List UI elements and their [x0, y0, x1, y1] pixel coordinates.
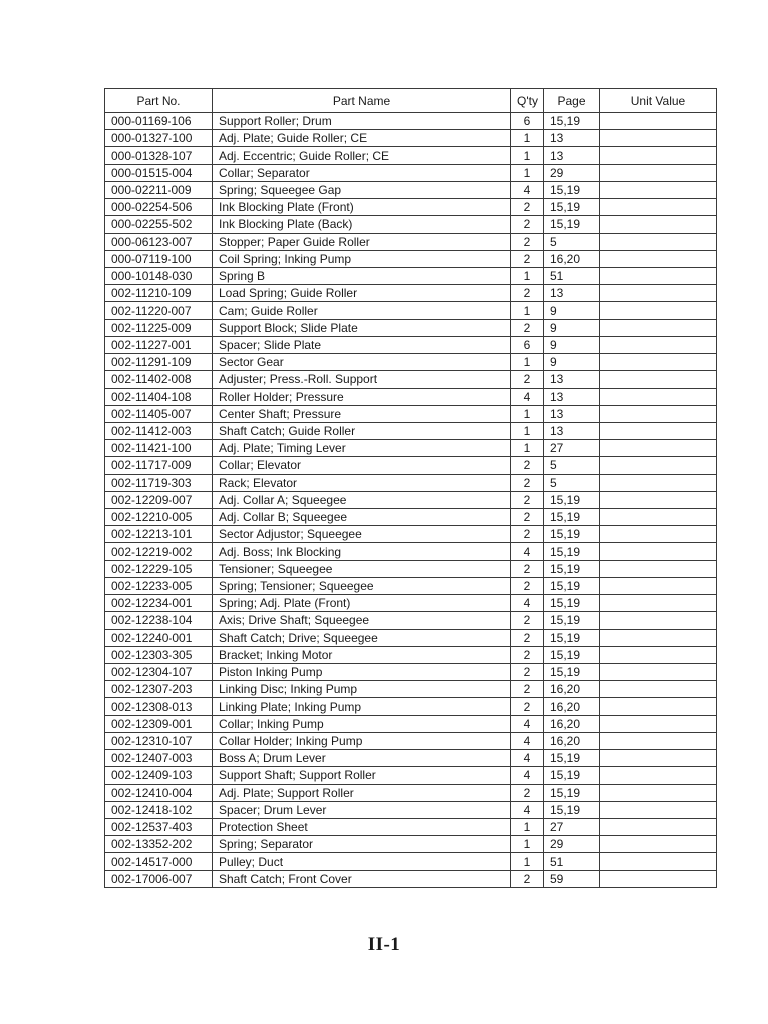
cell-page: 13 — [544, 422, 600, 439]
cell-unit-value — [600, 130, 717, 147]
cell-part-name: Adj. Collar A; Squeegee — [213, 491, 511, 508]
cell-unit-value — [600, 440, 717, 457]
table-row — [105, 543, 717, 560]
cell-page: 15,19 — [544, 646, 600, 663]
table-row — [105, 491, 717, 508]
cell-qty: 1 — [511, 147, 544, 164]
table-row — [105, 440, 717, 457]
table-row — [105, 388, 717, 405]
header-row — [105, 89, 717, 113]
table-row — [105, 509, 717, 526]
cell-unit-value — [600, 732, 717, 749]
cell-page: 15,19 — [544, 543, 600, 560]
cell-part-no: 000-02254-506 — [105, 199, 213, 216]
cell-page: 29 — [544, 836, 600, 853]
cell-unit-value — [600, 664, 717, 681]
table-row — [105, 405, 717, 422]
cell-part-no: 002-12410-004 — [105, 784, 213, 801]
cell-page: 16,20 — [544, 715, 600, 732]
cell-part-name: Support Block; Slide Plate — [213, 319, 511, 336]
cell-part-no: 002-12234-001 — [105, 595, 213, 612]
cell-qty: 4 — [511, 801, 544, 818]
cell-unit-value — [600, 801, 717, 818]
cell-qty: 2 — [511, 371, 544, 388]
cell-part-name: Collar Holder; Inking Pump — [213, 732, 511, 749]
cell-qty: 2 — [511, 681, 544, 698]
cell-unit-value — [600, 216, 717, 233]
cell-part-no: 002-13352-202 — [105, 836, 213, 853]
cell-page: 15,19 — [544, 199, 600, 216]
cell-page: 13 — [544, 371, 600, 388]
cell-page: 15,19 — [544, 801, 600, 818]
cell-qty: 1 — [511, 853, 544, 870]
table-row — [105, 646, 717, 663]
table-row — [105, 577, 717, 594]
cell-qty: 1 — [511, 354, 544, 371]
cell-page: 15,19 — [544, 509, 600, 526]
cell-part-name: Pulley; Duct — [213, 853, 511, 870]
cell-page: 15,19 — [544, 750, 600, 767]
cell-unit-value — [600, 267, 717, 284]
cell-part-name: Adj. Boss; Ink Blocking — [213, 543, 511, 560]
cell-qty: 1 — [511, 422, 544, 439]
cell-page: 5 — [544, 474, 600, 491]
cell-qty: 4 — [511, 750, 544, 767]
cell-qty: 1 — [511, 164, 544, 181]
cell-page: 15,19 — [544, 784, 600, 801]
cell-part-no: 002-14517-000 — [105, 853, 213, 870]
cell-qty: 1 — [511, 440, 544, 457]
cell-part-no: 002-11717-009 — [105, 457, 213, 474]
cell-qty: 4 — [511, 767, 544, 784]
cell-unit-value — [600, 457, 717, 474]
cell-part-name: Load Spring; Guide Roller — [213, 285, 511, 302]
cell-page: 15,19 — [544, 560, 600, 577]
cell-page: 27 — [544, 440, 600, 457]
cell-part-no: 002-11210-109 — [105, 285, 213, 302]
cell-page: 13 — [544, 130, 600, 147]
cell-page: 13 — [544, 405, 600, 422]
cell-part-name: Bracket; Inking Motor — [213, 646, 511, 663]
page-number: II-1 — [367, 934, 401, 955]
cell-unit-value — [600, 715, 717, 732]
cell-part-name: Linking Disc; Inking Pump — [213, 681, 511, 698]
table-body — [105, 113, 717, 888]
cell-page: 5 — [544, 457, 600, 474]
cell-unit-value — [600, 147, 717, 164]
table-row — [105, 664, 717, 681]
cell-page: 15,19 — [544, 491, 600, 508]
cell-qty: 2 — [511, 509, 544, 526]
cell-part-no: 002-11404-108 — [105, 388, 213, 405]
cell-unit-value — [600, 319, 717, 336]
cell-part-name: Coil Spring; Inking Pump — [213, 250, 511, 267]
cell-qty: 1 — [511, 836, 544, 853]
cell-part-name: Sector Adjustor; Squeegee — [213, 526, 511, 543]
table-row — [105, 681, 717, 698]
cell-page: 15,19 — [544, 216, 600, 233]
cell-part-no: 002-12310-107 — [105, 732, 213, 749]
cell-qty: 2 — [511, 250, 544, 267]
cell-unit-value — [600, 750, 717, 767]
table-row — [105, 560, 717, 577]
cell-unit-value — [600, 629, 717, 646]
cell-part-no: 002-12537-403 — [105, 818, 213, 835]
cell-part-no: 002-11412-003 — [105, 422, 213, 439]
header-qty: Q'ty — [511, 89, 544, 113]
cell-part-name: Ink Blocking Plate (Back) — [213, 216, 511, 233]
table-row — [105, 181, 717, 198]
cell-part-no: 002-12304-107 — [105, 664, 213, 681]
cell-part-name: Collar; Separator — [213, 164, 511, 181]
cell-unit-value — [600, 302, 717, 319]
cell-qty: 1 — [511, 267, 544, 284]
cell-unit-value — [600, 285, 717, 302]
table-row — [105, 836, 717, 853]
cell-unit-value — [600, 422, 717, 439]
cell-page: 15,19 — [544, 767, 600, 784]
cell-unit-value — [600, 612, 717, 629]
cell-qty: 4 — [511, 595, 544, 612]
table-row — [105, 474, 717, 491]
table-row — [105, 715, 717, 732]
table-row — [105, 457, 717, 474]
cell-part-no: 002-11421-100 — [105, 440, 213, 457]
cell-qty: 6 — [511, 113, 544, 130]
cell-part-no: 002-11220-007 — [105, 302, 213, 319]
cell-unit-value — [600, 491, 717, 508]
cell-part-name: Stopper; Paper Guide Roller — [213, 233, 511, 250]
cell-page: 16,20 — [544, 732, 600, 749]
cell-qty: 2 — [511, 285, 544, 302]
cell-part-no: 002-11405-007 — [105, 405, 213, 422]
cell-unit-value — [600, 698, 717, 715]
cell-part-name: Axis; Drive Shaft; Squeegee — [213, 612, 511, 629]
cell-qty: 2 — [511, 629, 544, 646]
cell-qty: 2 — [511, 216, 544, 233]
cell-unit-value — [600, 250, 717, 267]
cell-part-no: 000-02255-502 — [105, 216, 213, 233]
table-row — [105, 371, 717, 388]
table-row — [105, 285, 717, 302]
cell-page: 27 — [544, 818, 600, 835]
cell-part-no: 002-12240-001 — [105, 629, 213, 646]
cell-qty: 2 — [511, 526, 544, 543]
cell-part-no: 002-12210-005 — [105, 509, 213, 526]
cell-part-name: Roller Holder; Pressure — [213, 388, 511, 405]
cell-unit-value — [600, 164, 717, 181]
cell-unit-value — [600, 354, 717, 371]
table-row — [105, 818, 717, 835]
cell-page: 15,19 — [544, 113, 600, 130]
parts-list-table — [104, 88, 717, 888]
cell-page: 51 — [544, 853, 600, 870]
table-row — [105, 267, 717, 284]
cell-part-name: Tensioner; Squeegee — [213, 560, 511, 577]
table-row — [105, 422, 717, 439]
table-row — [105, 164, 717, 181]
table-row — [105, 750, 717, 767]
cell-qty: 4 — [511, 732, 544, 749]
table-row — [105, 302, 717, 319]
cell-part-name: Shaft Catch; Guide Roller — [213, 422, 511, 439]
table-row — [105, 732, 717, 749]
table-row — [105, 233, 717, 250]
cell-qty: 4 — [511, 181, 544, 198]
cell-unit-value — [600, 836, 717, 853]
table-row — [105, 595, 717, 612]
cell-qty: 2 — [511, 199, 544, 216]
cell-part-no: 000-07119-100 — [105, 250, 213, 267]
cell-part-no: 002-12309-001 — [105, 715, 213, 732]
table-row — [105, 130, 717, 147]
cell-page: 15,19 — [544, 595, 600, 612]
table-header — [105, 89, 717, 113]
cell-unit-value — [600, 646, 717, 663]
cell-part-name: Spring; Adj. Plate (Front) — [213, 595, 511, 612]
cell-page: 13 — [544, 147, 600, 164]
cell-part-name: Linking Plate; Inking Pump — [213, 698, 511, 715]
cell-page: 15,19 — [544, 577, 600, 594]
cell-part-no: 000-01169-106 — [105, 113, 213, 130]
cell-page: 16,20 — [544, 681, 600, 698]
cell-qty: 1 — [511, 818, 544, 835]
header-part-name: Part Name — [213, 89, 511, 113]
cell-qty: 2 — [511, 457, 544, 474]
cell-qty: 1 — [511, 302, 544, 319]
table-row — [105, 250, 717, 267]
cell-qty: 2 — [511, 870, 544, 887]
cell-part-no: 002-12238-104 — [105, 612, 213, 629]
cell-part-no: 002-11719-303 — [105, 474, 213, 491]
cell-qty: 4 — [511, 715, 544, 732]
cell-qty: 6 — [511, 336, 544, 353]
cell-part-no: 000-02211-009 — [105, 181, 213, 198]
table-row — [105, 199, 717, 216]
table-row — [105, 629, 717, 646]
cell-qty: 2 — [511, 474, 544, 491]
cell-part-no: 002-12418-102 — [105, 801, 213, 818]
cell-page: 29 — [544, 164, 600, 181]
cell-unit-value — [600, 543, 717, 560]
cell-part-no: 002-11402-008 — [105, 371, 213, 388]
cell-page: 9 — [544, 336, 600, 353]
cell-page: 13 — [544, 388, 600, 405]
cell-part-name: Sector Gear — [213, 354, 511, 371]
cell-qty: 2 — [511, 664, 544, 681]
cell-part-name: Adj. Plate; Guide Roller; CE — [213, 130, 511, 147]
cell-part-name: Spacer; Slide Plate — [213, 336, 511, 353]
cell-unit-value — [600, 509, 717, 526]
cell-qty: 2 — [511, 698, 544, 715]
cell-qty: 2 — [511, 612, 544, 629]
cell-unit-value — [600, 388, 717, 405]
cell-page: 15,19 — [544, 612, 600, 629]
table-row — [105, 698, 717, 715]
cell-unit-value — [600, 870, 717, 887]
cell-part-no: 002-12307-203 — [105, 681, 213, 698]
cell-unit-value — [600, 818, 717, 835]
cell-qty: 2 — [511, 319, 544, 336]
cell-part-name: Spacer; Drum Lever — [213, 801, 511, 818]
cell-unit-value — [600, 784, 717, 801]
header-page: Page — [544, 89, 600, 113]
cell-part-name: Rack; Elevator — [213, 474, 511, 491]
cell-unit-value — [600, 526, 717, 543]
table-row — [105, 354, 717, 371]
cell-page: 5 — [544, 233, 600, 250]
cell-page: 15,19 — [544, 181, 600, 198]
cell-part-name: Piston Inking Pump — [213, 664, 511, 681]
cell-qty: 1 — [511, 130, 544, 147]
cell-qty: 2 — [511, 784, 544, 801]
cell-part-no: 000-06123-007 — [105, 233, 213, 250]
cell-unit-value — [600, 560, 717, 577]
cell-part-name: Adj. Plate; Support Roller — [213, 784, 511, 801]
cell-part-name: Ink Blocking Plate (Front) — [213, 199, 511, 216]
table-row — [105, 612, 717, 629]
cell-page: 9 — [544, 319, 600, 336]
cell-unit-value — [600, 199, 717, 216]
cell-unit-value — [600, 181, 717, 198]
cell-part-no: 002-12209-007 — [105, 491, 213, 508]
cell-page: 15,19 — [544, 629, 600, 646]
cell-page: 16,20 — [544, 250, 600, 267]
cell-page: 9 — [544, 302, 600, 319]
cell-part-name: Collar; Inking Pump — [213, 715, 511, 732]
cell-part-name: Boss A; Drum Lever — [213, 750, 511, 767]
cell-unit-value — [600, 336, 717, 353]
cell-part-name: Adjuster; Press.-Roll. Support — [213, 371, 511, 388]
cell-part-name: Adj. Eccentric; Guide Roller; CE — [213, 147, 511, 164]
table-row — [105, 526, 717, 543]
table-row — [105, 216, 717, 233]
cell-part-no: 000-01327-100 — [105, 130, 213, 147]
cell-qty: 2 — [511, 646, 544, 663]
cell-page: 13 — [544, 285, 600, 302]
header-part-no: Part No. — [105, 89, 213, 113]
cell-part-name: Center Shaft; Pressure — [213, 405, 511, 422]
cell-page: 9 — [544, 354, 600, 371]
cell-unit-value — [600, 113, 717, 130]
cell-part-name: Spring; Separator — [213, 836, 511, 853]
cell-part-no: 000-10148-030 — [105, 267, 213, 284]
cell-part-no: 002-12303-305 — [105, 646, 213, 663]
cell-part-name: Adj. Plate; Timing Lever — [213, 440, 511, 457]
cell-unit-value — [600, 577, 717, 594]
cell-part-no: 002-12233-005 — [105, 577, 213, 594]
table-row — [105, 147, 717, 164]
cell-qty: 2 — [511, 577, 544, 594]
cell-part-no: 000-01328-107 — [105, 147, 213, 164]
cell-qty: 4 — [511, 388, 544, 405]
table-row — [105, 319, 717, 336]
cell-part-no: 002-12219-002 — [105, 543, 213, 560]
cell-unit-value — [600, 474, 717, 491]
cell-qty: 2 — [511, 233, 544, 250]
cell-part-no: 002-12308-013 — [105, 698, 213, 715]
header-unit-value: Unit Value — [600, 89, 717, 113]
cell-unit-value — [600, 595, 717, 612]
cell-part-name: Adj. Collar B; Squeegee — [213, 509, 511, 526]
cell-unit-value — [600, 405, 717, 422]
cell-qty: 1 — [511, 405, 544, 422]
table-row — [105, 801, 717, 818]
table-row — [105, 870, 717, 887]
cell-unit-value — [600, 371, 717, 388]
cell-page: 51 — [544, 267, 600, 284]
cell-unit-value — [600, 233, 717, 250]
cell-qty: 2 — [511, 560, 544, 577]
cell-part-name: Protection Sheet — [213, 818, 511, 835]
cell-part-no: 002-11225-009 — [105, 319, 213, 336]
cell-unit-value — [600, 681, 717, 698]
cell-page: 16,20 — [544, 698, 600, 715]
cell-part-name: Spring; Squeegee Gap — [213, 181, 511, 198]
cell-part-name: Support Shaft; Support Roller — [213, 767, 511, 784]
cell-part-name: Collar; Elevator — [213, 457, 511, 474]
cell-page: 15,19 — [544, 526, 600, 543]
cell-page: 59 — [544, 870, 600, 887]
table-row — [105, 767, 717, 784]
cell-part-no: 002-12409-103 — [105, 767, 213, 784]
cell-qty: 4 — [511, 543, 544, 560]
cell-part-name: Cam; Guide Roller — [213, 302, 511, 319]
cell-qty: 2 — [511, 491, 544, 508]
cell-part-no: 002-11291-109 — [105, 354, 213, 371]
cell-part-name: Support Roller; Drum — [213, 113, 511, 130]
cell-part-name: Shaft Catch; Front Cover — [213, 870, 511, 887]
table-row — [105, 784, 717, 801]
cell-part-no: 002-17006-007 — [105, 870, 213, 887]
cell-part-no: 002-12407-003 — [105, 750, 213, 767]
cell-page: 15,19 — [544, 664, 600, 681]
cell-part-name: Spring B — [213, 267, 511, 284]
cell-part-name: Shaft Catch; Drive; Squeegee — [213, 629, 511, 646]
table-row — [105, 853, 717, 870]
cell-unit-value — [600, 767, 717, 784]
table-row — [105, 336, 717, 353]
cell-part-no: 002-12229-105 — [105, 560, 213, 577]
cell-unit-value — [600, 853, 717, 870]
cell-part-no: 002-12213-101 — [105, 526, 213, 543]
cell-part-name: Spring; Tensioner; Squeegee — [213, 577, 511, 594]
cell-part-no: 002-11227-001 — [105, 336, 213, 353]
table-row — [105, 113, 717, 130]
cell-part-no: 000-01515-004 — [105, 164, 213, 181]
